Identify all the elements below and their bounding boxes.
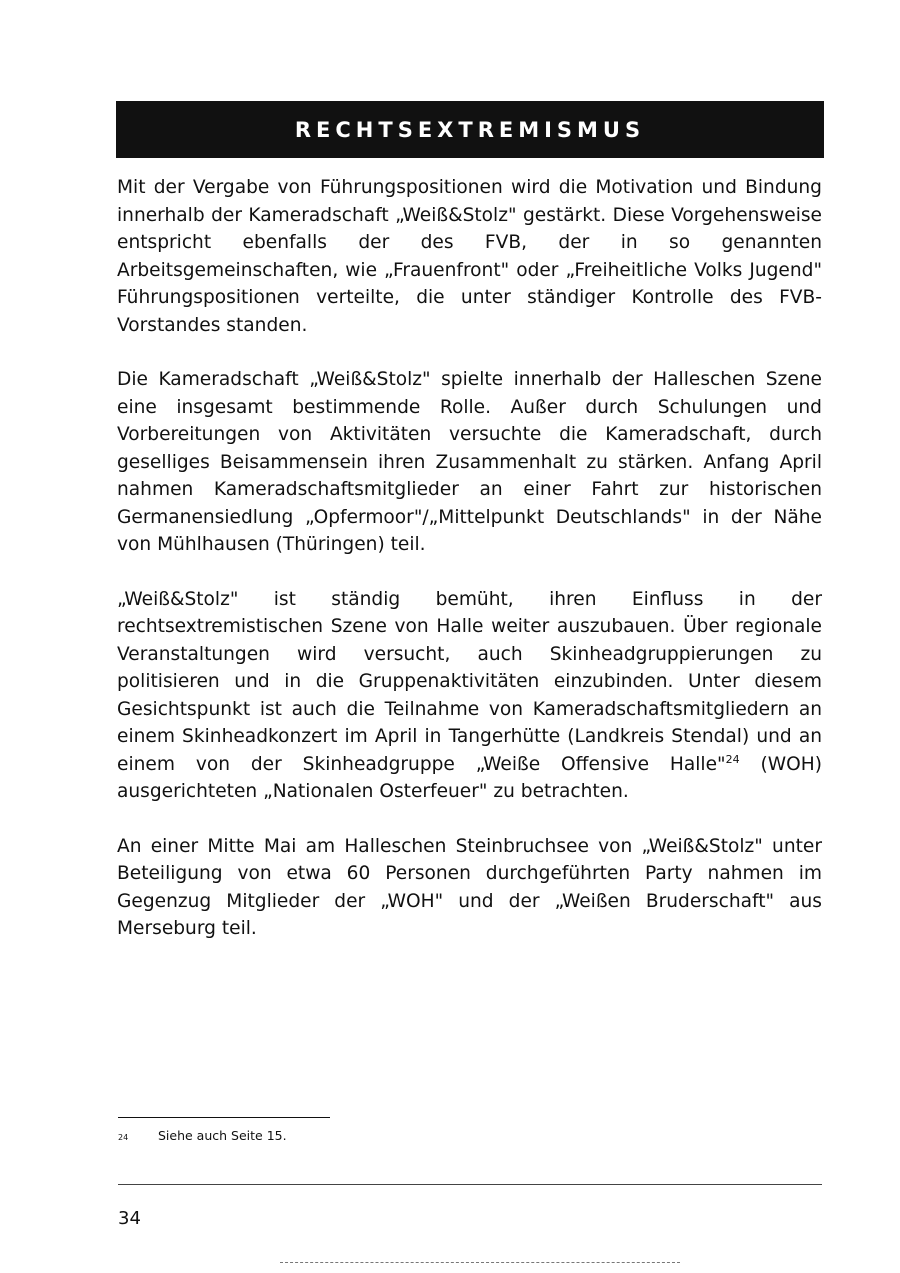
footnote-marker: 24 — [118, 1133, 129, 1142]
paragraph-4: An einer Mitte Mai am Halleschen Steinbruchsee von „Weiß&Stolz" unter Beteiligung von etwa 60 Personen durchgeführten Party nahmen im Gegenzug Mitglieder der „WOH" und der „Weißen Bruderschaft" aus Merseburg teil. — [117, 835, 822, 939]
section-header-bar — [116, 101, 824, 158]
paragraph-3 — [117, 586, 822, 806]
body-text — [117, 174, 822, 943]
paragraph-3-text-after: (WOH) ausgerichteten „Nationalen Osterfeuer" zu betrachten. — [117, 753, 822, 802]
paragraph-2: Die Kameradschaft „Weiß&Stolz" spielte innerhalb der Halleschen Szene eine insgesamt bestimmende Rolle. Außer durch Schulungen und Vorbereitungen von Aktivitäten versuchte die Kameradschaft, durch geselliges Beisammensein ihren Zusammenhalt zu stärken. Anfang April nahmen Kameradschaftsmitglieder an einer Fahrt zur historischen Germanensiedlung „Opfermoor"/„Mittelpunkt Deutschlands" in der Nähe von Mühlhausen (Thüringen) teil. — [117, 369, 822, 555]
footnote-divider — [118, 1117, 330, 1118]
footnote — [118, 1128, 287, 1143]
paragraph-3-text-before: „Weiß&Stolz" ist ständig bemüht, ihren Einfluss in der rechtsextremistischen Szene von Halle weiter auszubauen. Über regionale Veranstaltungen wird versucht, auch Skinheadgruppierungen zu politisieren und in die Gruppenaktivitäten einzubinden. Unter diesem Gesichtspunkt ist auch die Teilnahme von Kameradschaftsmitgliedern an einem Skinheadkonzert im April in Tangerhütte (Landkreis Stendal) und an einem von der Skinheadgruppe „Weiße Offensive Halle" — [117, 588, 822, 775]
footnote-reference: 24 — [725, 752, 740, 766]
scan-edge-marks — [280, 1262, 680, 1265]
page-divider — [118, 1184, 822, 1185]
paragraph-1: Mit der Vergabe von Führungspositionen wird die Motivation und Bindung innerhalb der Kameradschaft „Weiß&Stolz" gestärkt. Diese Vorgehensweise entspricht ebenfalls der des FVB, der in so genannten Arbeitsgemeinschaften, wie „Frauenfront" oder „Freiheitliche Volks Jugend" Führungspositionen verteilte, die unter ständiger Kontrolle des FVB-Vorstandes standen. — [117, 177, 822, 336]
page-number: 34 — [118, 1208, 141, 1229]
section-title: RECHTSEXTREMISMUS — [294, 117, 646, 142]
footnote-text: Siehe auch Seite 15. — [158, 1128, 287, 1143]
